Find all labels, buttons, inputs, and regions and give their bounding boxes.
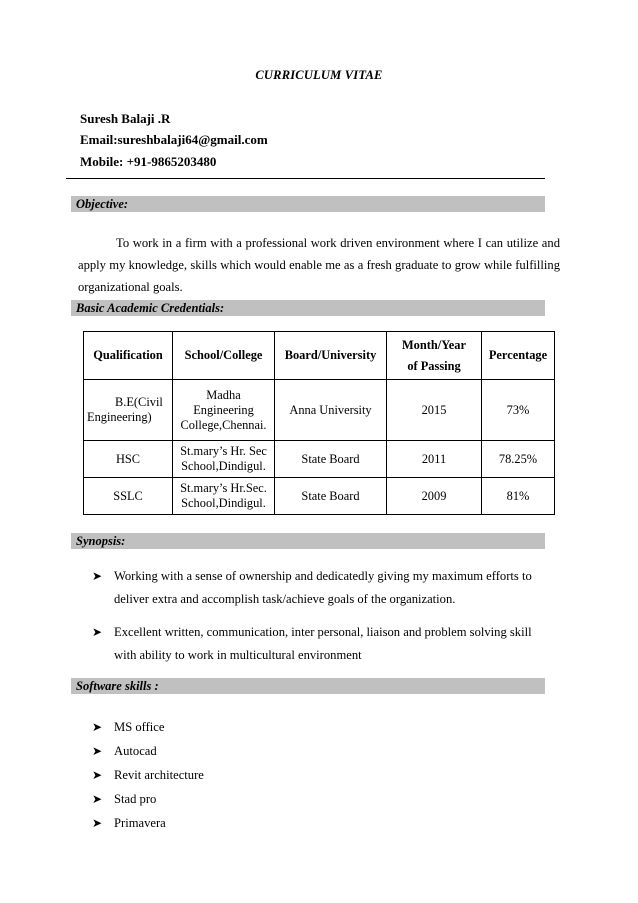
table-row bbox=[84, 380, 555, 441]
arrowhead-bullet-icon: ➤ bbox=[92, 768, 103, 782]
arrowhead-bullet-icon: ➤ bbox=[92, 792, 103, 806]
header-school: School/College bbox=[173, 332, 275, 380]
qual-line1: B.E(Civil bbox=[115, 395, 163, 409]
skill-text: MS office bbox=[114, 720, 165, 734]
section-heading-academic: Basic Academic Credentials: bbox=[71, 300, 545, 316]
cell-board: Anna University bbox=[275, 380, 387, 441]
mobile-value: : +91-9865203480 bbox=[119, 154, 217, 169]
academic-credentials-table bbox=[83, 331, 555, 515]
header-divider bbox=[66, 178, 545, 179]
list-item bbox=[92, 739, 392, 763]
header-month-line1: Month/Year bbox=[401, 337, 466, 352]
skill-text: Primavera bbox=[114, 816, 166, 830]
cell-qualification: HSC bbox=[84, 441, 173, 478]
list-item bbox=[92, 565, 552, 611]
list-item bbox=[92, 787, 392, 811]
candidate-mobile bbox=[80, 154, 216, 170]
objective-paragraph bbox=[78, 232, 560, 298]
arrowhead-bullet-icon: ➤ bbox=[92, 816, 103, 830]
list-item bbox=[92, 811, 392, 835]
cell-school: Madha Engineering College,Chennai. bbox=[173, 380, 275, 441]
qual-line2: Engineering) bbox=[87, 410, 152, 424]
cell-year: 2015 bbox=[387, 380, 482, 441]
arrowhead-bullet-icon: ➤ bbox=[92, 720, 103, 734]
cell-school: St.mary’s Hr. Sec School,Dindigul. bbox=[173, 441, 275, 478]
cell-qualification: SSLC bbox=[84, 478, 173, 515]
arrowhead-bullet-icon: ➤ bbox=[92, 744, 103, 758]
cell-board: State Board bbox=[275, 441, 387, 478]
header-month-year bbox=[387, 332, 482, 380]
skill-text: Revit architecture bbox=[114, 768, 204, 782]
section-heading-software: Software skills : bbox=[71, 678, 545, 694]
cell-percentage: 81% bbox=[482, 478, 555, 515]
section-heading-synopsis: Synopsis: bbox=[71, 533, 545, 549]
list-item bbox=[92, 763, 392, 787]
mobile-label: Mobile bbox=[80, 154, 119, 169]
header-qualification: Qualification bbox=[84, 332, 173, 380]
cell-board: State Board bbox=[275, 478, 387, 515]
cell-qualification bbox=[84, 380, 173, 441]
cell-percentage: 73% bbox=[482, 380, 555, 441]
table-row bbox=[84, 441, 555, 478]
table-header-row bbox=[84, 332, 555, 380]
header-board: Board/University bbox=[275, 332, 387, 380]
cell-school: St.mary’s Hr.Sec. School,Dindigul. bbox=[173, 478, 275, 515]
table-row bbox=[84, 478, 555, 515]
header-month-line2: of Passing bbox=[407, 358, 461, 373]
document-title: CURRICULUM VITAE bbox=[255, 68, 383, 82]
cell-year: 2009 bbox=[387, 478, 482, 515]
software-skills-list bbox=[92, 715, 392, 835]
section-heading-objective: Objective: bbox=[71, 196, 545, 212]
cell-year: 2011 bbox=[387, 441, 482, 478]
candidate-name: Suresh Balaji .R bbox=[80, 111, 171, 126]
objective-text: To work in a firm with a professional work driven environment where I can utilize and apply my knowledge, skills which would enable me as a fresh graduate to grow while fulfilling organizational goals. bbox=[78, 236, 560, 294]
synopsis-text: Excellent written, communication, inter personal, liaison and problem solving skill with ability to work in multicultural environment bbox=[114, 625, 532, 662]
cell-percentage: 78.25% bbox=[482, 441, 555, 478]
candidate-email: Email:sureshbalaji64@gmail.com bbox=[80, 132, 268, 147]
arrowhead-bullet-icon: ➤ bbox=[92, 569, 103, 583]
list-item bbox=[92, 715, 392, 739]
arrowhead-bullet-icon: ➤ bbox=[92, 625, 103, 639]
synopsis-list bbox=[92, 565, 552, 677]
header-percentage: Percentage bbox=[482, 332, 555, 380]
skill-text: Stad pro bbox=[114, 792, 157, 806]
synopsis-text: Working with a sense of ownership and dedicatedly giving my maximum efforts to deliver extra and accomplish task/achieve goals of the organization. bbox=[114, 569, 532, 606]
list-item bbox=[92, 621, 552, 667]
skill-text: Autocad bbox=[114, 744, 157, 758]
